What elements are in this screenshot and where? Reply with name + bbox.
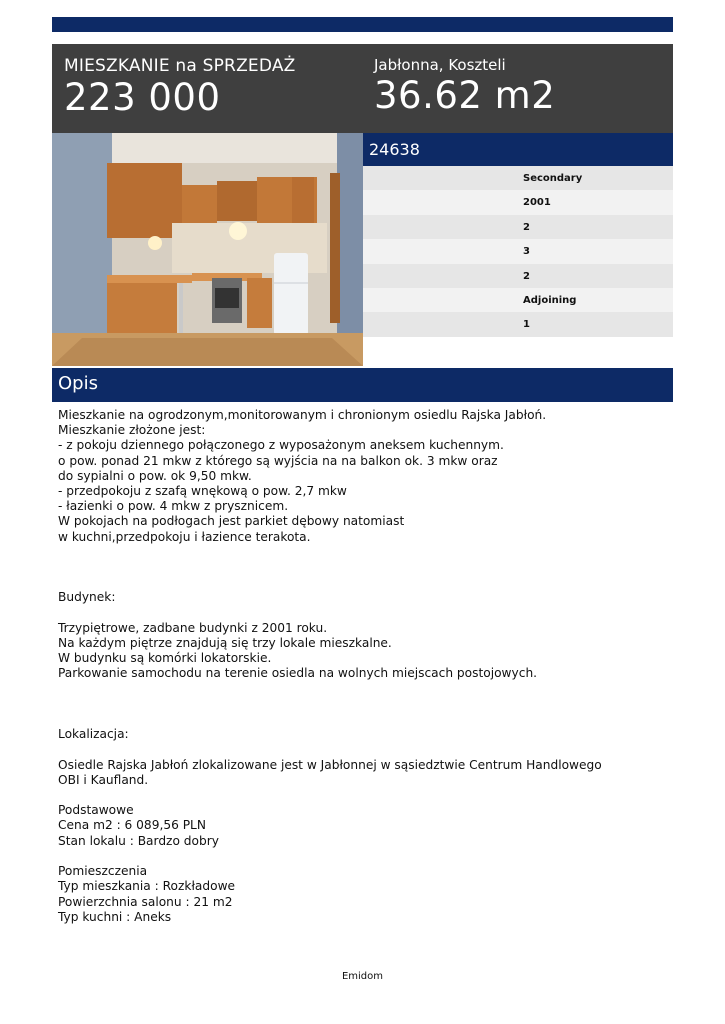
listing-area: 36.62 m2 (374, 74, 556, 117)
listing-location: Jabłonna, Koszteli (374, 56, 506, 74)
top-accent-bar (52, 17, 673, 32)
kitchen-photo-illustration (52, 133, 363, 366)
listing-header (52, 44, 673, 133)
detail-floor: 3 (363, 239, 673, 263)
listing-type: MIESZKANIE na SPRZEDAŻ (64, 56, 296, 76)
detail-rooms: 2 (363, 215, 673, 239)
apartment-photo (52, 133, 363, 366)
detail-bedrooms: 2 (363, 264, 673, 288)
listing-id: 24638 (363, 133, 673, 166)
detail-market: Secondary (363, 166, 673, 190)
detail-year-built: 2001 (363, 190, 673, 214)
detail-bathrooms: 1 (363, 312, 673, 336)
detail-kitchen: Adjoining (363, 288, 673, 312)
listing-price: 223 000 (64, 76, 221, 119)
details-table (363, 166, 673, 337)
footer-agency: Emidom (341, 971, 384, 982)
description-text: Mieszkanie na ogrodzonym,monitorowanym i chronionym osiedlu Rajska Jabłoń. Mieszkanie złożone jest: - z pokoju dziennego połączonego z wyposażonym aneksem kuchennym. o pow. ponad 21 mkw z którego są wyjścia na na balkon ok. 3 mkw oraz do sypialni o pow. ok 9,50 mkw. - przedpokoju z szafą wnękową o pow. 2,7 mkw - łazienki o pow. 4 mkw z prysznicem. W pokojach na podłogach jest parkiet dębowy natomiast w kuchni,przedpokoju i łazience terakota. Budynek: Trzypiętrowe, zadbane budynki z 2001 roku. Na każdym piętrze znajdują się trzy lokale mieszkalne. W budynku są komórki lokatorskie. Parkowanie samochodu na terenie osiedla na wolnych miejscach postojowych. Lokalizacja: Osiedle Rajska Jabłoń zlokalizowane jest w Jabłonnej w sąsiedztwie Centrum Handlowego OBI i Kaufland. Podstawowe Cena m2 : 6 089,56 PLN Stan lokalu : Bardzo dobry Pomieszczenia Typ mieszkania : Rozkładowe Powierzchnia salonu : 21 m2 Typ kuchni : Aneks (58, 408, 602, 924)
section-title-description: Opis (52, 368, 673, 402)
